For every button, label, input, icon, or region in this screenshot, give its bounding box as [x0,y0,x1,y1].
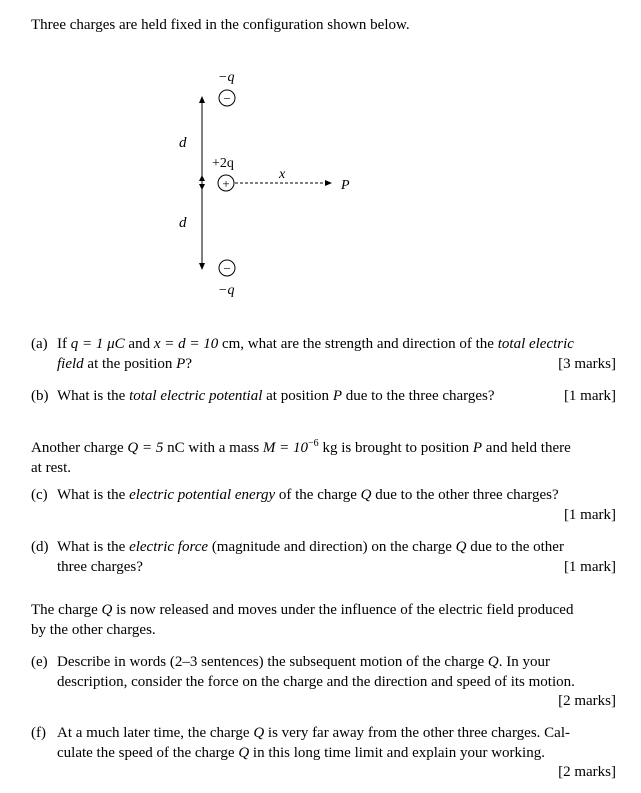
question-c-marks: [1 mark] [563,506,616,523]
question-c-label: (c) [31,487,48,503]
question-b-label: (b) [31,388,49,404]
qd-text: What is the [57,539,130,555]
bottom-charge-label: −q [218,283,235,298]
question-f-marks: [2 marks] [558,764,616,780]
charge-diagram [0,0,641,330]
qe-line2: description, consider the force on the charge and the direction and speed of its motion. [57,673,575,690]
bottom-arrowhead-icon [199,263,205,270]
qb-text: due to the three charges? [341,388,495,404]
qc-text: of the charge [275,487,361,503]
question-a-marks: [3 marks] [558,355,616,372]
p1-line2: at rest. [31,459,71,476]
question-f-label: (f) [31,725,46,741]
intro-text: Three charges are held fixed in the configuration shown below. [31,17,410,33]
question-c [31,486,616,525]
qa-emphasis: total electric [497,336,574,352]
qd-math-q: Q [455,539,467,555]
qc-text: What is the [57,487,130,503]
p2-text: The charge [31,602,102,618]
qd-text: due to the other [466,539,564,555]
middle-charge-sign: + [222,176,230,191]
qf-text: is very far away from the other three charges. Cal- [264,725,571,741]
p1-exponent: −6 [308,438,319,449]
qb-emphasis: total electric potential [129,388,263,404]
qe-math-q: Q [487,654,499,670]
qb-math-p: P [332,388,342,404]
qa-text: at the position [83,355,177,372]
qf-math-q: Q [253,725,265,741]
lower-distance-label: d [179,215,187,231]
question-a-label: (a) [31,336,48,352]
qf-math-q: Q [238,744,250,761]
qd-text: (magnitude and direction) on the charge [208,539,456,555]
p1-math-m: M = 10 [262,440,309,456]
question-e-label: (e) [31,654,48,670]
qf-text: culate the speed of the charge [57,744,239,761]
p1-text: kg is brought to position [318,440,473,456]
top-charge-label: −q [218,70,235,85]
qc-emphasis: electric potential energy [129,487,276,503]
qa-math-p: P [176,355,186,372]
upper-distance-label: d [179,135,187,151]
p2-line2: by the other charges. [31,621,156,638]
qa-text: ? [185,355,193,372]
qa-math-q: q = 1 μC [70,336,125,352]
qa-math-xd: x = d = 10 [153,336,219,352]
question-b [31,387,616,407]
question-d-label: (d) [31,539,49,555]
question-d [31,538,616,577]
top-charge-sign: − [223,91,231,106]
top-arrowhead-icon [199,96,205,103]
question-b-marks: [1 mark] [563,388,616,404]
qa-text: and [124,336,154,352]
qb-text: at position [262,388,333,404]
qc-math-q: Q [360,487,372,503]
point-p-label: P [341,178,350,193]
x-label: x [279,167,286,182]
paragraph-release [31,601,616,640]
p-arrowhead-icon [325,180,332,186]
question-e-marks: [2 marks] [558,693,616,709]
qa-text: cm, what are the strength and direction of the [218,336,498,352]
qa-emphasis: field [57,355,84,372]
question-d-marks: [1 mark] [563,558,616,575]
qe-text: Describe in words (2–3 sentences) the subsequent motion of the charge [57,654,488,670]
question-a [31,335,616,374]
p2-text: is now released and moves under the influence of the electric field produced [112,602,574,618]
paragraph-charge-q [31,434,616,478]
p1-text: and held there [482,440,571,456]
mid-arrowhead-up-icon [199,175,205,181]
question-e [31,653,616,712]
p1-text: nC with a mass [163,440,263,456]
qe-text: . In your [498,654,550,670]
p1-math-q: Q = 5 [127,440,164,456]
qb-text: What is the [57,388,130,404]
qa-text: If [57,336,71,352]
bottom-charge-sign: − [223,261,231,276]
p1-text: Another charge [31,440,128,456]
qf-text: At a much later time, the charge [57,725,254,741]
qc-text: due to the other three charges? [371,487,559,503]
qd-line2: three charges? [57,558,143,575]
question-f [31,724,616,783]
p2-math-q: Q [101,602,113,618]
p1-math-p: P [472,440,483,456]
qf-text: in this long time limit and explain your working. [249,744,545,761]
middle-charge-label: +2q [212,156,234,171]
qd-emphasis: electric force [129,539,209,555]
mid-arrowhead-down-icon [199,184,205,190]
